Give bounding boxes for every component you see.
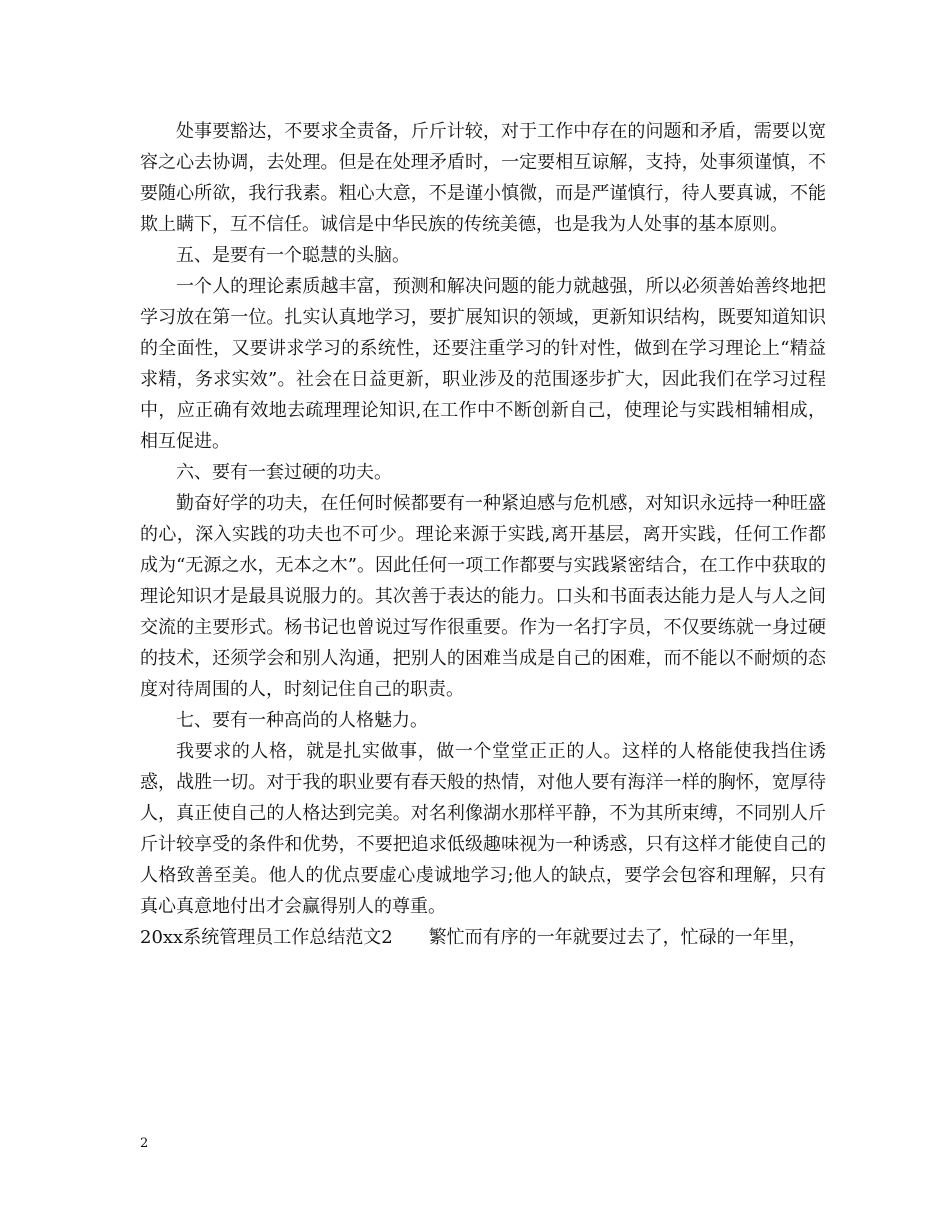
- section-heading: 五、是要有一个聪慧的头脑。: [176, 245, 410, 266]
- section-heading: 六、要有一套过硬的功夫。: [176, 462, 392, 483]
- document-body: [140, 116, 826, 953]
- paragraph: 勤奋好学的功夫，在任何时候都要有一种紧迫感与危机感，对知识永远持一种旺盛的心，深入实践的功夫也不可少。理论来源于实践,离开基层，离开实践，任何工作都成为“无源之水，无本之木”。因此任何一项工作都要与实践紧密结合，在工作中获取的理论知识才是最具说服力的。其次善于表达的能力。口头和书面表达能力是人与人之间交流的主要形式。杨书记也曾说过写作很重要。作为一名打字员，不仅要练就一身过硬的技术，还须学会和别人沟通，把别人的困难当成是自己的困难，而不能以不耐烦的态度对待周围的人，时刻记住自己的职责。: [140, 493, 826, 700]
- paragraph: 处事要豁达，不要求全责备，斤斤计较，对于工作中存在的问题和矛盾，需要以宽容之心去协调，去处理。但是在处理矛盾时，一定要相互谅解，支持，处事须谨慎，不要随心所欲，我行我素。粗心大意，不是谨小慎微，而是严谨慎行，待人要真诚，不能欺上瞒下，互不信任。诚信是中华民族的传统美德，也是我为人处事的基本原则。: [140, 121, 826, 235]
- next-document-title-line: 20xx系统管理员工作总结范文2 繁忙而有序的一年就要过去了，忙碌的一年里，: [140, 927, 807, 948]
- section-heading: 七、要有一种高尚的人格魅力。: [176, 710, 428, 731]
- paragraph: 一个人的理论素质越丰富，预测和解决问题的能力就越强，所以必须善始善终地把学习放在第一位。扎实认真地学习，要扩展知识的领域，更新知识结构，既要知道知识的全面性，又要讲求学习的系统性，还要注重学习的针对性，做到在学习理论上“精益求精，务求实效”。社会在日益更新，职业涉及的范围逐步扩大，因此我们在学习过程中，应正确有效地去疏理理论知识,在工作中不断创新自己，使理论与实践相辅相成，相互促进。: [140, 276, 826, 452]
- paragraph: 我要求的人格，就是扎实做事，做一个堂堂正正的人。这样的人格能使我挡住诱惑，战胜一切。对于我的职业要有春天般的热情，对他人要有海洋一样的胸怀，宽厚待人，真正使自己的人格达到完美。对名利像湖水那样平静，不为其所束缚，不同别人斤斤计较享受的条件和优势，不要把追求低级趣味视为一种诱惑，只有这样才能使自己的人格致善至美。他人的优点要虚心虔诚地学习;他人的缺点，要学会包容和理解，只有真心真意地付出才会赢得别人的尊重。: [140, 741, 826, 917]
- page-number: 2: [140, 1136, 149, 1151]
